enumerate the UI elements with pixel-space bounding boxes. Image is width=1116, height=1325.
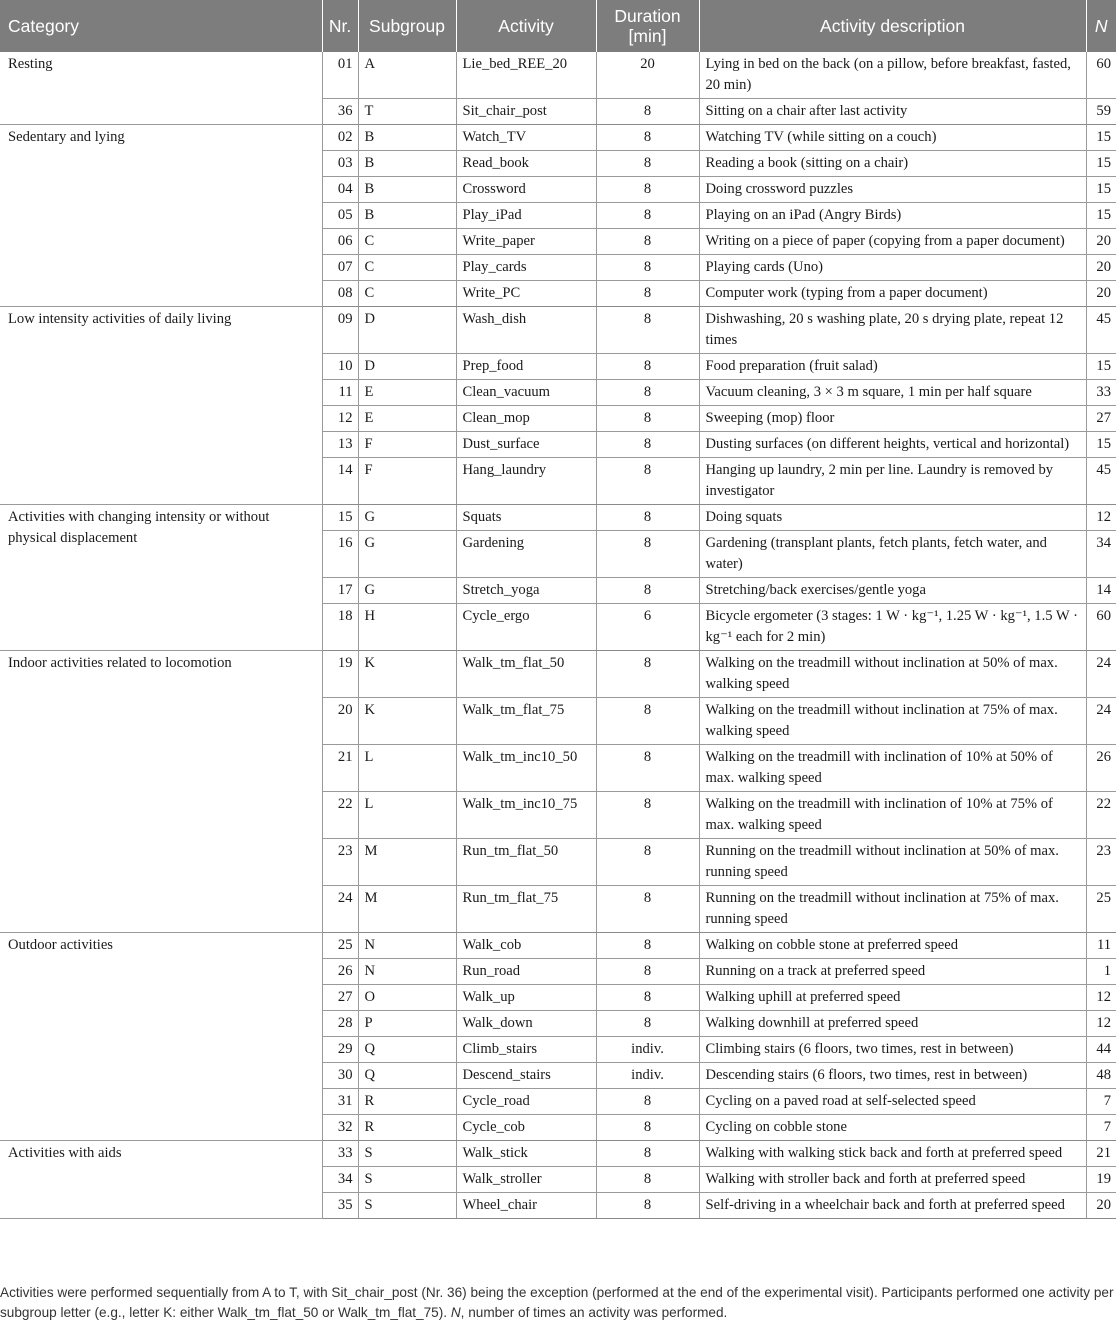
n-cell: 15 [1086,203,1116,229]
description-cell: Walking on cobble stone at preferred speed [699,933,1086,959]
activity-cell: Write_paper [456,229,596,255]
duration-cell: 8 [596,281,699,307]
activity-cell: Prep_food [456,354,596,380]
duration-cell: 6 [596,604,699,651]
table-row [0,505,1116,531]
n-cell: 1 [1086,959,1116,985]
activity-cell: Lie_bed_REE_20 [456,52,596,99]
duration-cell: 8 [596,151,699,177]
activity-cell: Cycle_ergo [456,604,596,651]
header-description: Activity description [699,0,1086,52]
subgroup-cell: K [358,698,456,745]
table-row [0,933,1116,959]
table-row [0,651,1116,698]
n-cell: 15 [1086,125,1116,151]
activity-cell: Stretch_yoga [456,578,596,604]
category-cell: Low intensity activities of daily living [0,307,322,505]
n-cell: 33 [1086,380,1116,406]
subgroup-cell: M [358,886,456,933]
header-duration [596,0,699,52]
nr-cell: 35 [322,1193,358,1219]
activity-cell: Walk_tm_inc10_75 [456,792,596,839]
activity-cell: Descend_stairs [456,1063,596,1089]
activity-cell: Clean_vacuum [456,380,596,406]
footnote-text-2: , number of times an activity was performed. [460,1305,728,1320]
n-cell: 15 [1086,151,1116,177]
n-cell: 11 [1086,933,1116,959]
subgroup-cell: B [358,125,456,151]
n-cell: 20 [1086,255,1116,281]
nr-cell: 05 [322,203,358,229]
n-cell: 60 [1086,52,1116,99]
duration-cell: 8 [596,1193,699,1219]
duration-cell: 8 [596,1115,699,1141]
duration-cell: 8 [596,255,699,281]
description-cell: Computer work (typing from a paper document) [699,281,1086,307]
description-cell: Running on the treadmill without inclination at 75% of max. running speed [699,886,1086,933]
description-cell: Walking on the treadmill without inclination at 50% of max. walking speed [699,651,1086,698]
subgroup-cell: E [358,406,456,432]
n-cell: 15 [1086,432,1116,458]
nr-cell: 03 [322,151,358,177]
category-cell: Activities with aids [0,1141,322,1219]
duration-cell: 8 [596,792,699,839]
subgroup-cell: G [358,531,456,578]
activity-cell: Climb_stairs [456,1037,596,1063]
n-cell: 60 [1086,604,1116,651]
subgroup-cell: S [358,1193,456,1219]
description-cell: Cycling on cobble stone [699,1115,1086,1141]
header-category: Category [0,0,322,52]
subgroup-cell: T [358,99,456,125]
description-cell: Walking with stroller back and forth at preferred speed [699,1167,1086,1193]
nr-cell: 23 [322,839,358,886]
description-cell: Doing crossword puzzles [699,177,1086,203]
description-cell: Playing on an iPad (Angry Birds) [699,203,1086,229]
description-cell: Hanging up laundry, 2 min per line. Laundry is removed by investigator [699,458,1086,505]
nr-cell: 09 [322,307,358,354]
header-subgroup: Subgroup [358,0,456,52]
nr-cell: 06 [322,229,358,255]
nr-cell: 33 [322,1141,358,1167]
nr-cell: 20 [322,698,358,745]
nr-cell: 24 [322,886,358,933]
n-cell: 20 [1086,281,1116,307]
description-cell: Dishwashing, 20 s washing plate, 20 s drying plate, repeat 12 times [699,307,1086,354]
header-n: N [1086,0,1116,52]
activity-cell: Walk_tm_flat_75 [456,698,596,745]
subgroup-cell: D [358,307,456,354]
duration-cell: 8 [596,380,699,406]
activity-cell: Walk_up [456,985,596,1011]
subgroup-cell: G [358,578,456,604]
category-cell: Sedentary and lying [0,125,322,307]
category-cell: Indoor activities related to locomotion [0,651,322,933]
description-cell: Walking downhill at preferred speed [699,1011,1086,1037]
description-cell: Sitting on a chair after last activity [699,99,1086,125]
subgroup-cell: G [358,505,456,531]
n-cell: 27 [1086,406,1116,432]
activity-cell: Walk_stroller [456,1167,596,1193]
description-cell: Bicycle ergometer (3 stages: 1 W · kg⁻¹, 1.25 W · kg⁻¹, 1.5 W · kg⁻¹ each for 2 min) [699,604,1086,651]
activity-cell: Walk_down [456,1011,596,1037]
n-cell: 20 [1086,1193,1116,1219]
n-cell: 7 [1086,1115,1116,1141]
nr-cell: 34 [322,1167,358,1193]
duration-cell: 8 [596,229,699,255]
subgroup-cell: S [358,1141,456,1167]
description-cell: Running on the treadmill without inclination at 50% of max. running speed [699,839,1086,886]
activity-cell: Watch_TV [456,125,596,151]
subgroup-cell: F [358,432,456,458]
nr-cell: 07 [322,255,358,281]
nr-cell: 22 [322,792,358,839]
description-cell: Playing cards (Uno) [699,255,1086,281]
subgroup-cell: R [358,1089,456,1115]
duration-cell: 8 [596,307,699,354]
subgroup-cell: Q [358,1063,456,1089]
n-cell: 12 [1086,1011,1116,1037]
nr-cell: 36 [322,99,358,125]
footnote-n-symbol: N [450,1305,461,1320]
nr-cell: 28 [322,1011,358,1037]
nr-cell: 18 [322,604,358,651]
n-cell: 19 [1086,1167,1116,1193]
nr-cell: 04 [322,177,358,203]
activity-cell: Dust_surface [456,432,596,458]
description-cell: Stretching/back exercises/gentle yoga [699,578,1086,604]
description-cell: Walking on the treadmill with inclination of 10% at 75% of max. walking speed [699,792,1086,839]
table-row [0,1141,1116,1167]
subgroup-cell: R [358,1115,456,1141]
n-cell: 48 [1086,1063,1116,1089]
description-cell: Dusting surfaces (on different heights, vertical and horizontal) [699,432,1086,458]
duration-cell: 8 [596,354,699,380]
description-cell: Reading a book (sitting on a chair) [699,151,1086,177]
subgroup-cell: Q [358,1037,456,1063]
description-cell: Descending stairs (6 floors, two times, rest in between) [699,1063,1086,1089]
duration-cell: 8 [596,458,699,505]
subgroup-cell: K [358,651,456,698]
n-cell: 12 [1086,985,1116,1011]
nr-cell: 32 [322,1115,358,1141]
nr-cell: 14 [322,458,358,505]
description-cell: Writing on a piece of paper (copying from a paper document) [699,229,1086,255]
subgroup-cell: H [358,604,456,651]
table-body [0,52,1116,1219]
duration-cell: 8 [596,406,699,432]
table-row [0,52,1116,99]
duration-cell: 8 [596,578,699,604]
subgroup-cell: F [358,458,456,505]
nr-cell: 21 [322,745,358,792]
activity-cell: Sit_chair_post [456,99,596,125]
subgroup-cell: L [358,745,456,792]
activity-cell: Walk_tm_inc10_50 [456,745,596,792]
duration-cell: indiv. [596,1063,699,1089]
description-cell: Vacuum cleaning, 3 × 3 m square, 1 min per half square [699,380,1086,406]
activity-cell: Walk_stick [456,1141,596,1167]
nr-cell: 31 [322,1089,358,1115]
activity-cell: Gardening [456,531,596,578]
activity-cell: Wash_dish [456,307,596,354]
n-cell: 7 [1086,1089,1116,1115]
duration-cell: 8 [596,125,699,151]
description-cell: Cycling on a paved road at self-selected speed [699,1089,1086,1115]
nr-cell: 26 [322,959,358,985]
activity-cell: Play_cards [456,255,596,281]
nr-cell: 11 [322,380,358,406]
description-cell: Food preparation (fruit salad) [699,354,1086,380]
duration-cell: 8 [596,531,699,578]
n-cell: 20 [1086,229,1116,255]
n-cell: 24 [1086,651,1116,698]
n-cell: 59 [1086,99,1116,125]
activity-cell: Read_book [456,151,596,177]
subgroup-cell: B [358,151,456,177]
duration-cell: 8 [596,99,699,125]
category-cell: Resting [0,52,322,125]
activity-cell: Write_PC [456,281,596,307]
description-cell: Gardening (transplant plants, fetch plants, fetch water, and water) [699,531,1086,578]
header-duration-line2: [min] [628,26,667,46]
activity-cell: Clean_mop [456,406,596,432]
duration-cell: 20 [596,52,699,99]
subgroup-cell: C [358,281,456,307]
n-cell: 45 [1086,307,1116,354]
category-cell: Outdoor activities [0,933,322,1141]
nr-cell: 25 [322,933,358,959]
subgroup-cell: B [358,177,456,203]
activity-cell: Walk_tm_flat_50 [456,651,596,698]
description-cell: Watching TV (while sitting on a couch) [699,125,1086,151]
table-row [0,125,1116,151]
description-cell: Self-driving in a wheelchair back and forth at preferred speed [699,1193,1086,1219]
duration-cell: 8 [596,1167,699,1193]
duration-cell: 8 [596,432,699,458]
subgroup-cell: D [358,354,456,380]
n-cell: 23 [1086,839,1116,886]
subgroup-cell: M [358,839,456,886]
n-cell: 24 [1086,698,1116,745]
n-cell: 25 [1086,886,1116,933]
duration-cell: 8 [596,1011,699,1037]
description-cell: Walking on the treadmill without inclination at 75% of max. walking speed [699,698,1086,745]
header-row [0,0,1116,52]
description-cell: Walking uphill at preferred speed [699,985,1086,1011]
duration-cell: 8 [596,933,699,959]
n-cell: 22 [1086,792,1116,839]
n-cell: 14 [1086,578,1116,604]
nr-cell: 08 [322,281,358,307]
description-cell: Sweeping (mop) floor [699,406,1086,432]
duration-cell: 8 [596,745,699,792]
table-footnote [0,1283,1116,1323]
activity-cell: Run_tm_flat_75 [456,886,596,933]
footnote-text-1: Activities were performed sequentially from A to T, with Sit_chair_post (Nr. 36) being the exception (performed at the end of the experimental visit). Participants performed one activity per subgroup letter (e.g., letter K: either Walk_tm_flat_50 or Walk_tm_flat_75). [0,1285,1114,1320]
n-cell: 21 [1086,1141,1116,1167]
header-activity: Activity [456,0,596,52]
n-cell: 15 [1086,177,1116,203]
subgroup-cell: B [358,203,456,229]
subgroup-cell: P [358,1011,456,1037]
duration-cell: 8 [596,959,699,985]
activity-cell: Wheel_chair [456,1193,596,1219]
activity-cell: Play_iPad [456,203,596,229]
nr-cell: 12 [322,406,358,432]
nr-cell: 02 [322,125,358,151]
nr-cell: 29 [322,1037,358,1063]
subgroup-cell: C [358,255,456,281]
table-row [0,307,1116,354]
description-cell: Climbing stairs (6 floors, two times, rest in between) [699,1037,1086,1063]
n-cell: 34 [1086,531,1116,578]
duration-cell: 8 [596,1141,699,1167]
activity-cell: Run_road [456,959,596,985]
subgroup-cell: E [358,380,456,406]
activity-cell: Cycle_cob [456,1115,596,1141]
n-cell: 45 [1086,458,1116,505]
header-duration-line1: Duration [614,6,681,26]
subgroup-cell: S [358,1167,456,1193]
duration-cell: 8 [596,1089,699,1115]
duration-cell: 8 [596,203,699,229]
description-cell: Lying in bed on the back (on a pillow, before breakfast, fasted, 20 min) [699,52,1086,99]
activity-cell: Run_tm_flat_50 [456,839,596,886]
category-cell: Activities with changing intensity or without physical displacement [0,505,322,651]
nr-cell: 15 [322,505,358,531]
duration-cell: 8 [596,839,699,886]
activity-cell: Crossword [456,177,596,203]
nr-cell: 10 [322,354,358,380]
nr-cell: 16 [322,531,358,578]
nr-cell: 27 [322,985,358,1011]
nr-cell: 17 [322,578,358,604]
duration-cell: 8 [596,177,699,203]
subgroup-cell: O [358,985,456,1011]
duration-cell: 8 [596,698,699,745]
subgroup-cell: A [358,52,456,99]
duration-cell: indiv. [596,1037,699,1063]
subgroup-cell: L [358,792,456,839]
subgroup-cell: N [358,933,456,959]
nr-cell: 13 [322,432,358,458]
description-cell: Doing squats [699,505,1086,531]
subgroup-cell: N [358,959,456,985]
header-nr: Nr. [322,0,358,52]
n-cell: 44 [1086,1037,1116,1063]
duration-cell: 8 [596,651,699,698]
duration-cell: 8 [596,985,699,1011]
activity-cell: Walk_cob [456,933,596,959]
n-cell: 26 [1086,745,1116,792]
nr-cell: 30 [322,1063,358,1089]
description-cell: Walking on the treadmill with inclination of 10% at 50% of max. walking speed [699,745,1086,792]
description-cell: Running on a track at preferred speed [699,959,1086,985]
n-cell: 12 [1086,505,1116,531]
activity-cell: Hang_laundry [456,458,596,505]
duration-cell: 8 [596,505,699,531]
activity-cell: Cycle_road [456,1089,596,1115]
nr-cell: 01 [322,52,358,99]
duration-cell: 8 [596,886,699,933]
description-cell: Walking with walking stick back and forth at preferred speed [699,1141,1086,1167]
nr-cell: 19 [322,651,358,698]
activity-cell: Squats [456,505,596,531]
n-cell: 15 [1086,354,1116,380]
subgroup-cell: C [358,229,456,255]
